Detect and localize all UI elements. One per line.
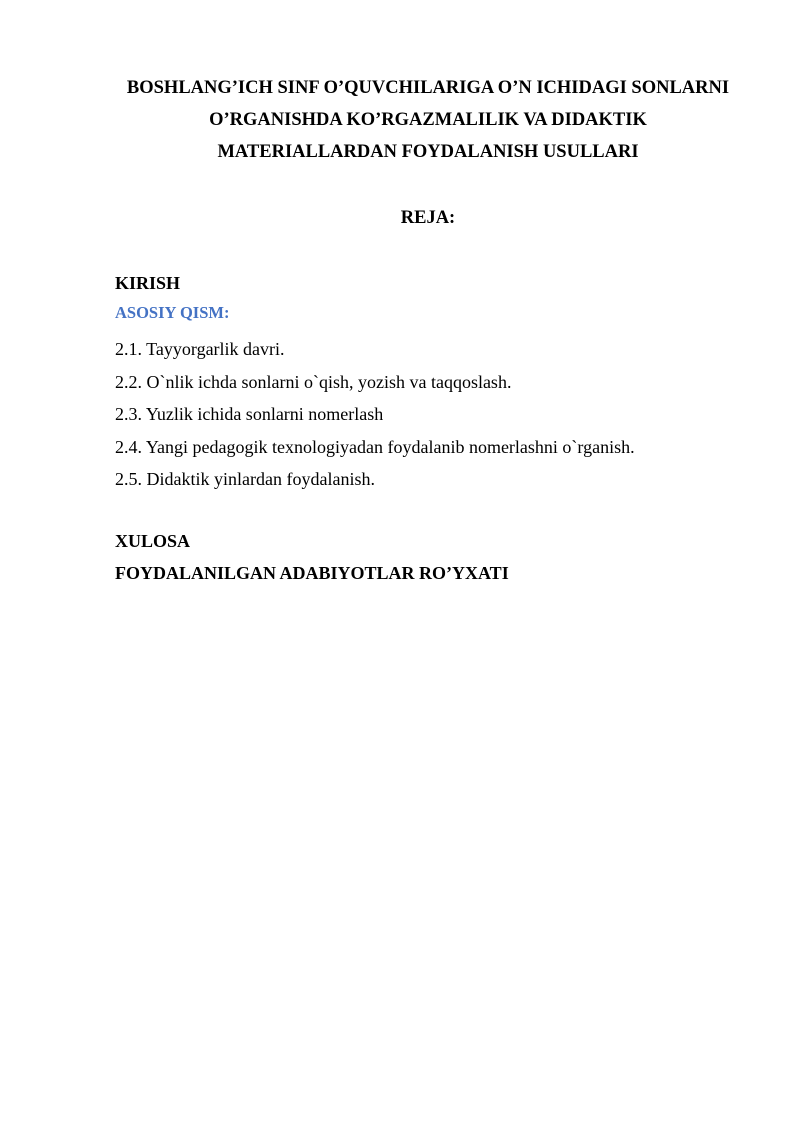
plan-items-list xyxy=(115,333,635,496)
title-line-2: O’RGANISHDA KO’RGAZMALILIK VA DIDAKTIK xyxy=(209,110,647,130)
references-heading: FOYDALANILGAN ADABIYOTLAR RO’YXATI xyxy=(115,563,509,583)
plan-item-2-1: 2.1. Tayyorgarlik davri. xyxy=(115,339,285,359)
conclusion-heading: XULOSA xyxy=(115,531,191,551)
main-part-heading: ASOSIY QISM: xyxy=(115,303,230,322)
title-line-1: BOSHLANG’ICH SINF O’QUVCHILARIGA O’N ICHIDAGI SONLARNI xyxy=(126,78,730,98)
plan-heading: REJA: xyxy=(400,208,456,228)
intro-heading: KIRISH xyxy=(115,273,181,293)
document-title xyxy=(100,72,756,168)
title-line-3: MATERIALLARDAN FOYDALANISH USULLARI xyxy=(217,142,639,162)
plan-item-2-4: 2.4. Yangi pedagogik texnologiyadan foydalanib nomerlashni o`rganish. xyxy=(115,436,635,457)
plan-item-2-5: 2.5. Didaktik yinlardan foydalanish. xyxy=(115,469,375,489)
plan-item-2-3: 2.3. Yuzlik ichida sonlarni nomerlash xyxy=(115,404,384,424)
plan-item-2-2: 2.2. O`nlik ichda sonlarni o`qish, yozish va taqqoslash. xyxy=(115,371,512,392)
